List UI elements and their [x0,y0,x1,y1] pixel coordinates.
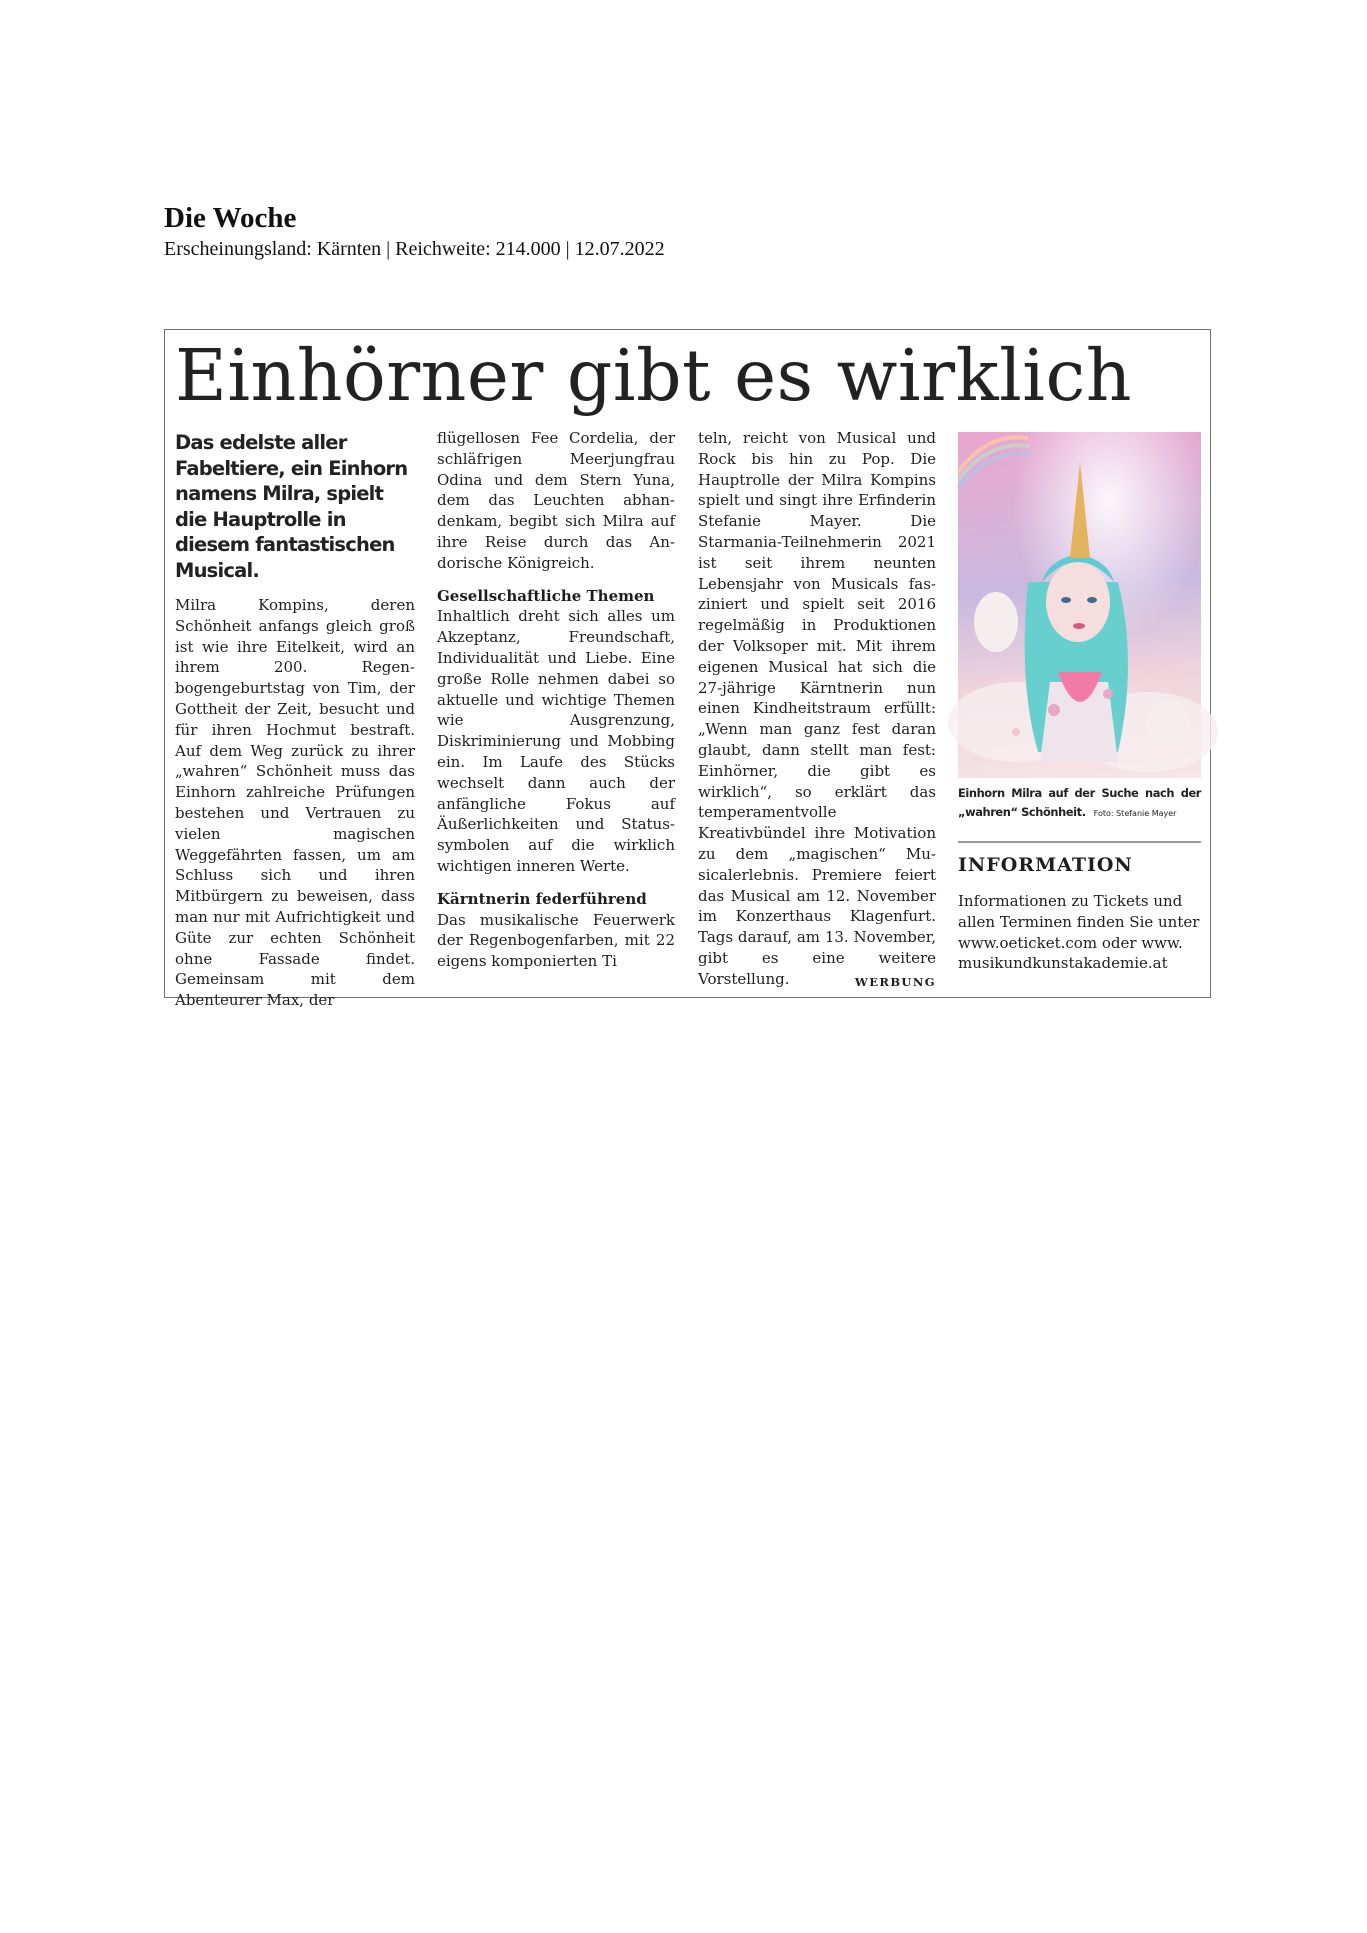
publication-meta: Erscheinungsland: Kärnten | Reichweite: 214.000 | 12.07.2022 [164,238,665,260]
subheading-kaerntnerin: Kärntnerin federführend [437,889,647,908]
unicorn-illustration [958,432,1201,778]
werbung-label: WERBUNG [854,974,936,989]
body-paragraph-5 [698,428,936,990]
masthead [164,202,665,262]
photo-credit: Foto: Stefanie Mayer [1093,809,1177,818]
caption-text: Einhorn Milra auf der Suche nach der „wahren“ Schönheit. [958,786,1201,819]
info-text: Informationen zu Tickets und allen Terminen finden Sie unter www.oeticket.com oder www. musikundkunstakademie.at [958,892,1200,973]
body-paragraph-1: Milra Kompins, deren Schönheit anfangs gleich groß ist wie ihre Eitelkeit, wird an ihrem 200. Regenbogengeburtstag von Tim, der Gottheit der Zeit, besucht und für ihren Hochmut bestraft. Auf dem Weg zurück zu ihrer „wahren“ Schönheit muss das Einhorn zahlreiche Prüfungen bestehen und Vertrauen zu vielen magischen Weggefährten fassen, um am Schluss sich und ihren Mitbürgern zu beweisen, dass man nur mit Aufrichtigkeit und Güte zur echten Schönheit ohne Fassade findet. Gemeinsam mit dem Abenteurer Max, der [175,596,415,1010]
subheading-themes: Gesellschaftliche Themen [437,586,655,605]
info-heading: INFORMATION [958,854,1133,876]
column-4 [958,432,1201,974]
column-1 [175,430,415,1011]
info-divider [958,841,1201,843]
body-paragraph-4: Das musikalische Feuerwerk der Regenbogenfarben, mit 22 eigens komponierten Ti [437,910,675,971]
photo-caption [958,784,1201,823]
column-2 [437,428,675,972]
publication-name: Die Woche [164,202,297,234]
body-paragraph-2: flügellosen Fee Cordelia, der schläfrigen Meerjungfrau Odina und dem Stern Yuna, dem das Leuchten abhandenkam, begibt sich Milra auf ihre Reise durch das Andorische Königreich. [437,429,675,572]
article-lead: Das edelste aller Fabeltiere, ein Einhorn namens Milra, spielt die Hauptrolle in diesem fantastischen Musical. [175,431,408,582]
body-paragraph-5-text: teln, reicht von Musical und Rock bis hin zu Pop. Die Hauptrolle der Milra Kompins spielt und singt ihre Erfinderin Stefanie Mayer. Die Starmania-Teilnehmerin 2021 ist seit ihrem neunten Lebensjahr von Musicals fasziniert und spielt seit 2016 regelmäßig in Produktionen der Volksoper mit. Mit ihrem eigenen Musical hat sich die 27-jährige Kärntnerin nun einen Kindheitstraum erfüllt: „Wenn man ganz fest daran glaubt, dann stellt man fest: Einhörner, die gibt es wirklich“, so erklärt das temperamentvolle Kreativbündel ihre Motivation zu dem „magischen“ Musicalerlebnis. Premiere feiert das Musical am 12. November im Konzerthaus Klagenfurt. Tags darauf, am 13. November, gibt es eine weitere Vorstellung. [698,429,936,988]
article-headline: Einhörner gibt es wirklich [175,334,1133,417]
unicorn-photo [958,432,1201,778]
body-paragraph-3: Inhaltlich dreht sich alles um Akzeptanz, Freundschaft, Individualität und Liebe. Eine große Rolle nehmen dabei so aktuelle und wichtige Themen wie Ausgrenzung, Diskriminierung und Mobbing ein. Im Laufe des Stücks wechselt dann auch der anfängliche Fokus auf Äußerlichkeiten und Statussymbolen auf die wirklich wichtigen inneren Werte. [437,607,675,875]
article-frame [164,329,1211,1010]
column-3 [698,428,936,993]
